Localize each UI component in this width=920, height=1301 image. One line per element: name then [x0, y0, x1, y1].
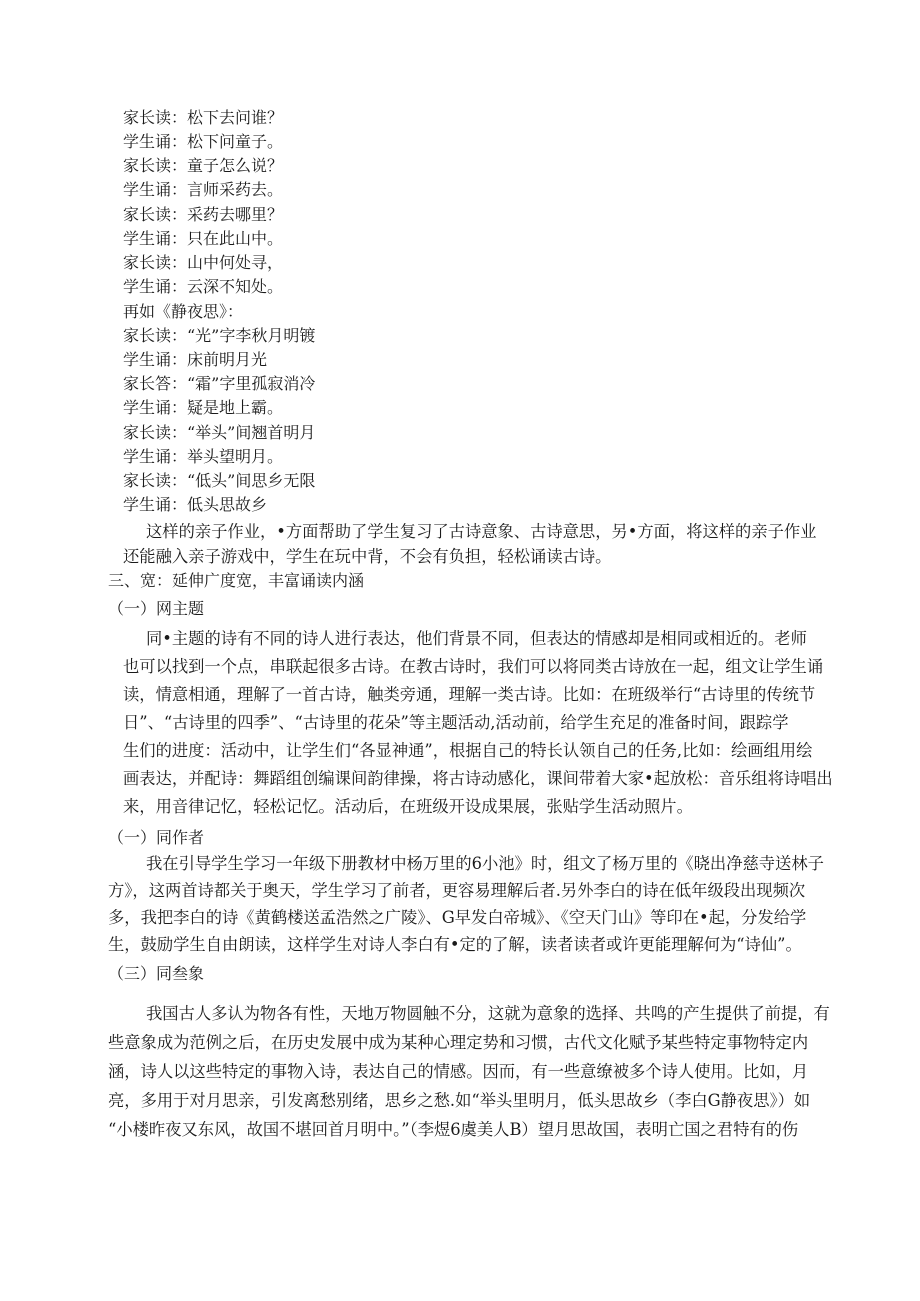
dialogue-line: 家长读：山中何处寻，: [123, 253, 284, 272]
paragraph-line: “小楼昨夜又东风，故国不堪回首月明中。”（李煜6虞美人B）望月思故国，表明亡国之君特有的伤: [108, 1120, 799, 1139]
paragraph-line: 生，鼓励学生自由朗读，这样学生对诗人李白有•定的了解，读者读者或许更能理解何为“诗仙”。: [108, 935, 802, 954]
subsection-heading: （三）同叁象: [108, 964, 205, 983]
dialogue-line: 学生诵：松下问童子。: [123, 132, 284, 151]
dialogue-line: 家长读：“低头”间思乡无限: [123, 471, 316, 490]
dialogue-line: 家长读：“光”字李秋月明镀: [123, 326, 316, 345]
dialogue-line: 家长读：“举头”间翘首明月: [123, 423, 316, 442]
subsection-heading: （一）网主题: [108, 599, 205, 618]
paragraph-line: 我在引导学生学习一年级下册教材中杨万里的6小池》时，组文了杨万里的《晓出净慈寺送林子: [146, 854, 824, 873]
paragraph-line: 我国古人多认为物各有性，天地万物圆触不分，这就为意象的选择、共鸣的产生提供了前提，有: [146, 1004, 830, 1023]
paragraph-line: 还能融入亲子游戏中，学生在玩中背，不会有负担，轻松诵读古诗。: [123, 547, 612, 566]
paragraph-line: 生们的进度：活动中，让学生们“各显神通”，根据自己的特长认领自己的任务,比如：绘画组用绘: [123, 741, 813, 760]
paragraph-line: 同•主题的诗有不同的诗人进行表达，他们背景不同，但表达的情感却是相同或相近的。老师: [146, 629, 807, 648]
subsection-heading: （一）同作者: [108, 828, 205, 847]
paragraph-line: 多，我把李白的诗《黄鹤楼送孟浩然之广陵》、G早发白帝城》、《空天门山》等印在•起，分发给学: [108, 908, 807, 927]
paragraph-line: 来，用音律记忆，轻松记忆。活动后，在班级开设成果展，张贴学生活动照片。: [123, 797, 693, 816]
paragraph-line: 也可以找到一个点，串联起很多古诗。在教古诗时，我们可以将同类古诗放在一起，组文让学生诵: [123, 657, 824, 676]
paragraph-line: 读，情意相通，理解了一首古诗，触类旁通，理解一类古诗。比如：在班级举行“古诗里的传统节: [123, 685, 816, 704]
dialogue-line: 学生诵：只在此山中。: [123, 229, 284, 248]
paragraph-line: 方》，这两首诗都关于奥天，学生学习了前者，更容易理解后者.另外李白的诗在低年级段出现频次: [108, 881, 806, 900]
paragraph-line: 涵，诗人以这些特定的事物入诗，表达自己的情感。因而，有一些意缭被多个诗人使用。比如，月: [108, 1062, 809, 1081]
dialogue-line: 家长答：“霜”字里孤寂消冷: [123, 374, 316, 393]
dialogue-line: 学生诵：云深不知处。: [123, 277, 284, 296]
dialogue-line: 再如《静夜思》：: [123, 302, 244, 321]
paragraph-line: 些意象成为范例之后，在历史发展中成为某种心理定势和习惯，古代文化赋予某些特定事物特定内: [108, 1033, 809, 1052]
dialogue-line: 家长读：童子怎么说？: [123, 156, 284, 175]
dialogue-line: 学生诵：言师采药去。: [123, 180, 284, 199]
paragraph-line: 画表达，并配诗：舞蹈组创编课间韵律操，将古诗动感化，课间带着大家•起放松：音乐组将诗唱出: [123, 769, 833, 788]
dialogue-line: 家长读：采药去哪里？: [123, 205, 284, 224]
paragraph-line: 亮，多用于对月思亲，引发离愁别绪，思乡之愁.如“举头里明月，低头思故乡（李白G静夜思》）如: [108, 1091, 811, 1110]
section-heading: 三、宽：延伸广度宽，丰富诵读内涵: [108, 571, 365, 590]
dialogue-line: 家长读：松下去问谁？: [123, 108, 284, 127]
dialogue-line: 学生诵：床前明月光: [123, 350, 268, 369]
dialogue-line: 学生诵：低头思故乡: [123, 495, 268, 514]
dialogue-line: 学生诵：疑是地上霸。: [123, 398, 284, 417]
paragraph-line: 日”、“古诗里的四季”、“古诗里的花朵”等主题活动,活动前，给学生充足的准备时间，跟踪学: [123, 713, 789, 732]
paragraph-line: 这样的亲子作业，•方面帮助了学生复习了古诗意象、古诗意思，另•方面，将这样的亲子作业: [146, 522, 817, 541]
dialogue-line: 学生诵：举头望明月。: [123, 447, 284, 466]
